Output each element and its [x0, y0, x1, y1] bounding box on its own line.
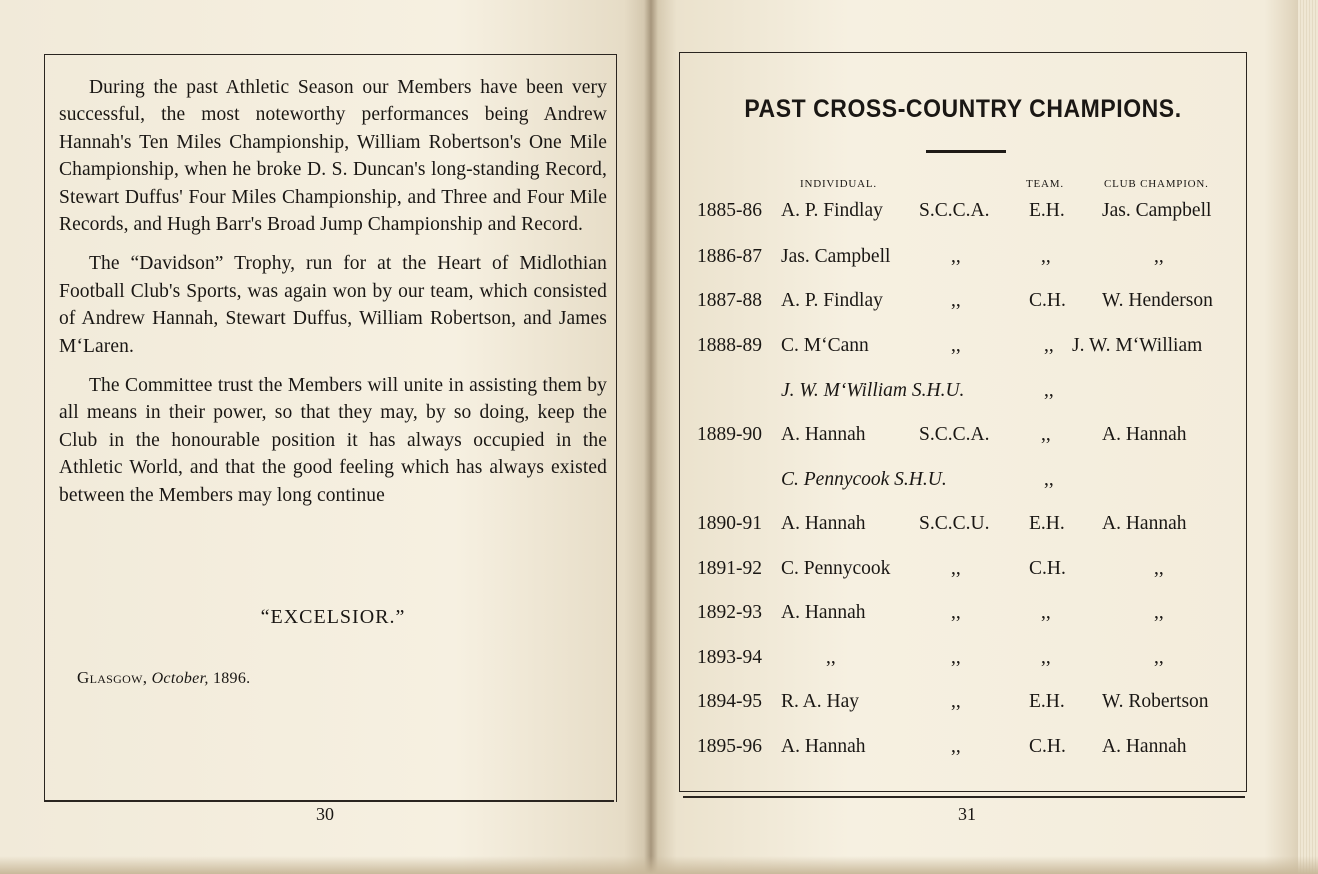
table-cell-club: S.C.C.A. — [919, 200, 990, 221]
table-cell-champion: W. Robertson — [1102, 691, 1209, 712]
table-cell-team: E.H. — [1029, 513, 1065, 534]
table-cell-year: 1886-87 — [697, 246, 762, 267]
table-cell-year: 1892-93 — [697, 602, 762, 623]
table-cell-team: E.H. — [1029, 200, 1065, 221]
paragraph-davidson-trophy: The “Davidson” Trophy, run for at the Heart of Midlothian Football Club's Sports, was again won by our team, which consisted of Andrew Hannah, Stewart Duffus, William Robertson, and James M‘Laren. — [59, 253, 607, 357]
table-cell-team: ,, — [1041, 602, 1051, 623]
table-cell-champion: Jas. Campbell — [1102, 200, 1212, 221]
table-cell-name: C. Pennycook — [781, 558, 891, 579]
table-cell-year: 1895-96 — [697, 736, 762, 757]
right-page-border-bottom — [683, 796, 1245, 798]
table-cell-club: ,, — [951, 736, 961, 757]
table-cell-champion: A. Hannah — [1102, 424, 1187, 445]
table-cell-year: 1891-92 — [697, 558, 762, 579]
book-gutter — [644, 0, 658, 874]
table-cell-club: ,, — [951, 290, 961, 311]
table-cell-year: 1893-94 — [697, 647, 762, 668]
table-cell-champion: A. Hannah — [1102, 736, 1187, 757]
table-cell-club: S.C.C.U. — [919, 513, 990, 534]
table-cell-team: E.H. — [1029, 691, 1065, 712]
table-cell-team: ,, — [1041, 246, 1051, 267]
left-page-border-bottom — [44, 800, 614, 802]
paragraph-athletic-season: During the past Athletic Season our Members have been very successful, the most noteworthy performances being Andrew Hannah's Ten Miles Championship, William Robertson's One Mile Championship, when he broke D. S. Duncan's long-standing Record, Stewart Duffus' Four Miles Championship, and Three and Four Mile Records, and Hugh Barr's Broad Jump Championship and Record. — [59, 77, 607, 236]
table-cell-team: C.H. — [1029, 558, 1066, 579]
table-cell-year: 1894-95 — [697, 691, 762, 712]
right-page-border — [679, 52, 1247, 792]
book-bottom-edge — [0, 856, 1318, 874]
page-number-left: 30 — [316, 804, 334, 824]
table-cell-champion: A. Hannah — [1102, 513, 1187, 534]
table-cell-club: ,, — [951, 558, 961, 579]
table-cell-name: ,, — [826, 647, 836, 668]
table-cell-name: Jas. Campbell — [781, 246, 891, 267]
page-title: PAST CROSS-COUNTRY CHAMPIONS. — [744, 95, 1182, 123]
table-cell-champion: ,, — [1154, 246, 1164, 267]
table-cell-club: ,, — [951, 602, 961, 623]
table-cell-name: A. Hannah — [781, 736, 866, 757]
table-cell-champion: ,, — [1154, 558, 1164, 579]
page-number-right: 31 — [958, 804, 976, 824]
signoff-month: October, — [151, 670, 209, 687]
table-cell-name: R. A. Hay — [781, 691, 859, 712]
column-header-club-champion: CLUB CHAMPION. — [1104, 178, 1209, 190]
table-cell-name: C. Pennycook S.H.U. — [781, 469, 947, 490]
table-cell-team: C.H. — [1029, 290, 1066, 311]
column-header-individual: INDIVIDUAL. — [800, 178, 877, 190]
table-cell-name: A. P. Findlay — [781, 290, 883, 311]
motto-excelsior: “EXCELSIOR.” — [260, 606, 406, 628]
table-cell-team: ,, — [1044, 335, 1054, 356]
table-cell-year: 1887-88 — [697, 290, 762, 311]
table-cell-year: 1888-89 — [697, 335, 762, 356]
page-edge-stack — [1298, 0, 1318, 874]
title-rule — [926, 150, 1006, 153]
table-cell-club: ,, — [951, 246, 961, 267]
table-cell-name: A. Hannah — [781, 424, 866, 445]
table-cell-year: 1890-91 — [697, 513, 762, 534]
column-header-team: TEAM. — [1026, 178, 1064, 190]
table-cell-club: ,, — [951, 691, 961, 712]
table-cell-team: C.H. — [1029, 736, 1066, 757]
table-cell-champion: ,, — [1154, 602, 1164, 623]
signoff-place: Glasgow, — [77, 668, 148, 687]
table-cell-name: A. Hannah — [781, 602, 866, 623]
table-cell-name: A. P. Findlay — [781, 200, 883, 221]
table-cell-club: ,, — [1044, 469, 1054, 490]
table-cell-team: ,, — [1041, 647, 1051, 668]
table-cell-club: ,, — [951, 335, 961, 356]
signoff-year: 1896. — [212, 670, 251, 687]
table-cell-champion: W. Henderson — [1102, 290, 1213, 311]
table-cell-name: J. W. M‘William S.H.U. — [781, 380, 965, 401]
table-cell-team: ,, — [1041, 424, 1051, 445]
table-cell-club: ,, — [951, 647, 961, 668]
table-cell-champion: ,, — [1154, 647, 1164, 668]
table-cell-year: 1889-90 — [697, 424, 762, 445]
report-text — [59, 74, 607, 521]
signoff — [77, 668, 250, 688]
table-cell-year: 1885-86 — [697, 200, 762, 221]
table-cell-club: ,, — [1044, 380, 1054, 401]
table-cell-club: S.C.C.A. — [919, 424, 990, 445]
paragraph-committee: The Committee trust the Members will unite in assisting them by all means in their power, so that they may, by so doing, keep the Club in the honourable position it has always occupied in the Athletic World, and that the good feeling which has always existed between the Members may long continue — [59, 375, 607, 506]
table-cell-name: C. M‘Cann — [781, 335, 869, 356]
table-cell-champion: J. W. M‘William — [1072, 335, 1203, 356]
table-cell-name: A. Hannah — [781, 513, 866, 534]
